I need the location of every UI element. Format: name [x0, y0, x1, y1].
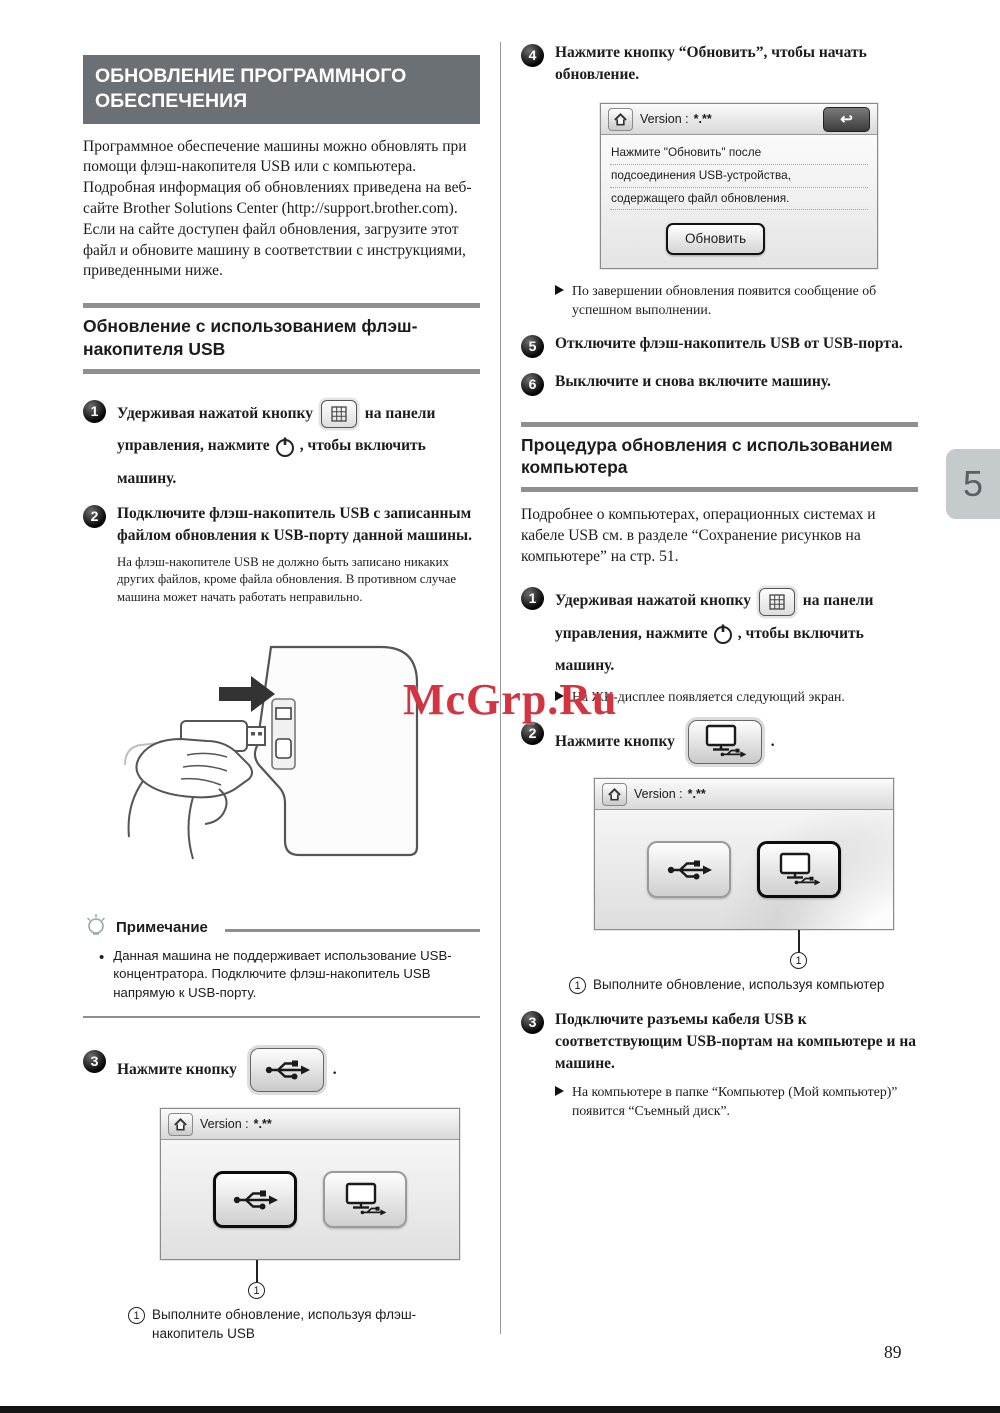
callout-line	[256, 1260, 258, 1282]
update-button-row	[610, 223, 868, 255]
version-label	[640, 112, 712, 126]
step-instruction: Нажмите кнопку “Обновить”, чтобы начать обновление.	[555, 44, 867, 83]
computer-button	[688, 720, 762, 764]
step-number-badge: 1	[521, 587, 544, 610]
caption-text: Выполните обновление, используя флэш-накопитель USB	[152, 1307, 417, 1342]
computer-usb-icon	[340, 1182, 390, 1218]
chapter-tab: 5	[946, 449, 1000, 519]
computer-button	[757, 841, 841, 898]
step-4-update	[521, 42, 918, 85]
section-title-computer-update: Процедура обновления с использованием компьютера	[521, 422, 918, 493]
note-box	[83, 911, 480, 1018]
usb-media-button	[213, 1171, 297, 1228]
callout-marker	[83, 1260, 480, 1302]
lcd-body	[161, 1140, 459, 1259]
lcd-header	[601, 104, 877, 135]
home-icon	[602, 783, 627, 806]
usb-media-button	[250, 1048, 324, 1092]
step-text-segment: , чтобы включить машину.	[117, 437, 426, 487]
step-5-remove-usb	[521, 333, 918, 358]
lcd-message-line: подсоединения USB-устройства,	[610, 165, 868, 188]
usb-media-button	[647, 841, 731, 898]
caption-number: 1	[128, 1307, 145, 1324]
bullet-text: По завершении обновления появится сообщение об успешном выполнении.	[572, 283, 877, 318]
embroidery-frame-button-icon	[321, 400, 357, 428]
step-text-segment: .	[332, 1060, 337, 1078]
step-number-badge: 5	[521, 335, 544, 358]
left-column	[83, 55, 480, 1344]
column-divider	[500, 42, 501, 1334]
power-icon	[712, 623, 734, 645]
step-number-badge: 1	[83, 400, 106, 423]
removable-disk-bullet	[555, 1082, 918, 1120]
lcd-body	[601, 135, 877, 268]
step-3-computer	[521, 1009, 918, 1074]
computer-intro-paragraph: Подробнее о компьютерах, операционных системах и кабеле USB см. в разделе “Сохранение рисунков на компьютере” на стр. 51.	[521, 506, 876, 565]
figure-caption-usb	[128, 1306, 478, 1344]
version-label	[200, 1117, 272, 1131]
step-number-badge: 2	[521, 722, 544, 745]
step-3-usb	[83, 1048, 480, 1092]
lcd-message-line: Нажмите "Обновить" после	[610, 142, 868, 165]
step-instruction: Отключите флэш-накопитель USB от USB-порта.	[555, 334, 903, 352]
bullet-arrow-icon	[555, 691, 564, 701]
version-value: *.**	[687, 787, 706, 802]
step-instruction	[555, 585, 918, 683]
note-title: Примечание	[116, 918, 208, 936]
step-instruction: Подключите разъемы кабеля USB к соответствующим USB-портам на компьютере и на машине.	[555, 1011, 917, 1072]
right-column	[521, 42, 918, 1120]
version-text: Version :	[200, 1117, 249, 1132]
step-1-computer	[521, 585, 918, 683]
lcd-screen-update-confirm	[600, 103, 878, 269]
lcd-appears-bullet	[555, 687, 918, 706]
page-number: 89	[884, 1342, 902, 1362]
usb-insert-illustration	[123, 643, 480, 893]
step-text-segment: Удерживая нажатой кнопку	[117, 404, 314, 422]
step-number-badge: 3	[83, 1050, 106, 1073]
bullet-arrow-icon	[555, 285, 564, 295]
callout-number: 1	[248, 1282, 265, 1299]
callout-number: 1	[790, 952, 807, 969]
version-text: Version :	[634, 787, 683, 802]
result-bullet	[555, 281, 918, 319]
step-text-segment: на панели управления, нажмите	[555, 592, 874, 642]
computer-usb-icon	[700, 724, 750, 760]
step-instruction	[117, 1048, 337, 1092]
version-label	[634, 787, 706, 801]
watermark: McGrp.Ru	[403, 675, 618, 724]
step-text-segment: Нажмите кнопку	[117, 1060, 237, 1078]
usb-icon	[232, 1187, 278, 1213]
bullet-arrow-icon	[555, 1086, 564, 1096]
step-2-computer	[521, 720, 918, 764]
step-instruction	[117, 398, 480, 496]
step-6-restart	[521, 371, 918, 396]
step-1-usb	[83, 398, 480, 496]
caption-text: Выполните обновление, используя компьютер	[593, 977, 885, 993]
note-header	[83, 911, 480, 937]
caption-number: 1	[569, 977, 586, 994]
bullet-dot-icon	[99, 947, 104, 1003]
bullet-text: На ЖК-дисплее появляется следующий экран.	[572, 688, 845, 704]
step-2-usb	[83, 503, 480, 546]
lcd-body	[595, 810, 893, 929]
step-text-segment: Удерживая нажатой кнопку	[555, 592, 752, 610]
home-icon	[608, 108, 633, 131]
step-text-segment: .	[770, 732, 775, 750]
page-title: ОБНОВЛЕНИЕ ПРОГРАММНОГО ОБЕСПЕЧЕНИЯ	[83, 55, 480, 124]
callout-line	[798, 930, 800, 952]
home-icon	[168, 1113, 193, 1136]
lcd-header	[161, 1109, 459, 1140]
lcd-message-line: содержащего файл обновления.	[610, 188, 868, 211]
note-rule	[225, 929, 480, 932]
figure-caption-computer	[569, 976, 929, 995]
usb-icon	[264, 1057, 310, 1083]
note-content	[83, 937, 480, 1018]
update-button: Обновить	[666, 223, 765, 255]
lightbulb-icon	[83, 911, 109, 937]
step-instruction	[555, 720, 775, 764]
section-title-usb-update: Обновление с использованием флэш-накопителя USB	[83, 303, 480, 374]
computer-usb-icon	[774, 852, 824, 888]
step-number-badge: 4	[521, 44, 544, 67]
step-instruction: Выключите и снова включите машину.	[555, 372, 831, 390]
power-icon	[274, 436, 296, 458]
embroidery-frame-button-icon	[759, 588, 795, 616]
step-text-segment: , чтобы включить машину.	[555, 624, 864, 675]
back-icon	[823, 107, 870, 132]
intro-paragraph: Программное обеспечение машины можно обновлять при помощи флэш-накопителя USB или с компьютера. Подробная информация об обновлениях приведена на веб-сайте Brother Solutions Center (http://support.brother.com). Если на сайте доступен файл обновления, загрузите этот файл и обновите машину в соответствии с инструкциями, приведенными ниже.	[83, 137, 472, 280]
note-text: Данная машина не поддерживает использование USB-концентратора. Подключите флэш-накопитель USB напрямую к USB-порту.	[113, 947, 452, 1000]
version-text: Version :	[640, 112, 689, 127]
lcd-header	[595, 779, 893, 810]
lcd-screen-computer-select	[594, 778, 894, 930]
step-text-segment: Нажмите кнопку	[555, 732, 675, 750]
step-number-badge: 2	[83, 505, 106, 528]
usb-icon	[666, 857, 712, 883]
callout-marker	[521, 930, 918, 972]
lcd-screen-media-select	[160, 1108, 460, 1260]
computer-button	[323, 1171, 407, 1228]
version-value: *.**	[693, 112, 712, 127]
page-bottom-edge	[0, 1406, 1000, 1413]
bullet-text: На компьютере в папке “Компьютер (Мой компьютер)” появится “Съемный диск”.	[572, 1084, 898, 1119]
version-value: *.**	[253, 1117, 272, 1132]
step-2-note: На флэш-накопителе USB не должно быть записано никаких других файлов, кроме файла обновления. В противном случае машина может начать работать неправильно.	[117, 554, 457, 604]
step-instruction: Подключите флэш-накопитель USB с записанным файлом обновления к USB-порту данной машины.	[117, 505, 473, 544]
step-text-segment: на панели управления, нажмите	[117, 404, 436, 455]
step-number-badge: 6	[521, 373, 544, 396]
step-number-badge: 3	[521, 1011, 544, 1034]
machine-usb-drawing	[123, 643, 423, 888]
